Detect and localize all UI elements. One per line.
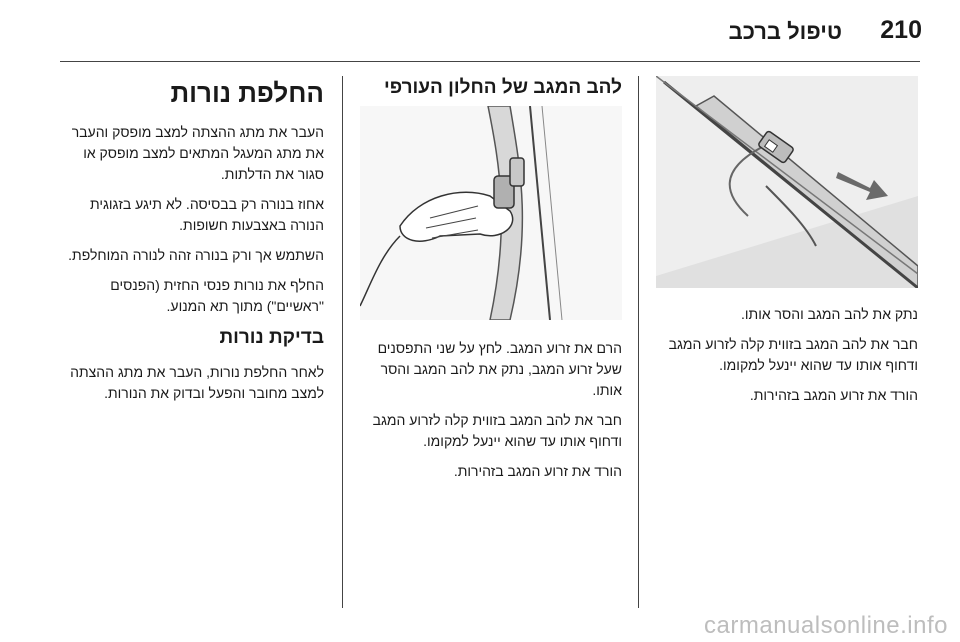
instruction-paragraph: הורד את זרוע המגב בזהירות.: [749, 387, 918, 403]
instruction-paragraph: חבר את להב המגב בזווית קלה לזרוע המגב ודחוף אותו עד שהוא יינעל למקומו.: [668, 336, 918, 373]
section-title: טיפול ברכב: [728, 19, 842, 44]
instruction-paragraph: חבר את להב המגב בזווית קלה לזרוע המגב ודחוף אותו עד שהוא יינעל למקומו.: [372, 412, 622, 449]
column-divider-left: [342, 76, 343, 608]
wiper-blade-removal-figure: [656, 76, 918, 288]
instruction-paragraph: הורד את זרוע המגב בזהירות.: [453, 463, 622, 479]
instruction-paragraph: החלף את נורות פנסי החזית (הפנסים "ראשיים") מתוך תא המנוע.: [110, 277, 324, 314]
middle-column-text: [356, 338, 622, 491]
instruction-paragraph: לאחר החלפת נורות, העבר את מתג ההצתה למצב מחובר והפעל ובדוק את הנורות.: [70, 364, 324, 401]
bulb-check-heading: בדיקת נורות: [219, 327, 324, 348]
middle-column-heading-box: [356, 76, 622, 108]
rear-wiper-figure: [360, 106, 622, 320]
instruction-paragraph: השתמש אך ורק בנורה זהה לנורה המוחלפת.: [68, 247, 324, 263]
left-column-text: [56, 78, 324, 413]
instruction-paragraph: נתק את להב המגב והסר אותו.: [741, 306, 918, 322]
instruction-paragraph: העבר את מתג ההצתה למצב מופסק והעבר את מתג המעגל המתאים למצב מופסק או סגור את הדלתות.: [71, 124, 324, 182]
page-number: 210: [880, 16, 922, 44]
header-divider: [60, 61, 920, 62]
instruction-paragraph: הרם את זרוע המגב. לחץ על שני התפסנים שעל זרוע המגב, נתק את להב המגב והסר אותו.: [377, 340, 622, 398]
rear-wiper-heading: להב המגב של החלון העורפי: [384, 77, 622, 98]
site-watermark: carmanualsonline.info: [704, 612, 948, 639]
bulb-replacement-heading: החלפת נורות: [170, 78, 324, 108]
page-header: [0, 0, 960, 62]
column-divider-right: [638, 76, 639, 608]
right-column-text: [656, 304, 918, 415]
instruction-paragraph: אחוז בנורה רק בבסיסה. לא תיגע בזגוגית הנורה באצבעות חשופות.: [89, 196, 324, 233]
wiper-blade-illustration: [656, 76, 918, 288]
rear-wiper-illustration: [360, 106, 622, 320]
